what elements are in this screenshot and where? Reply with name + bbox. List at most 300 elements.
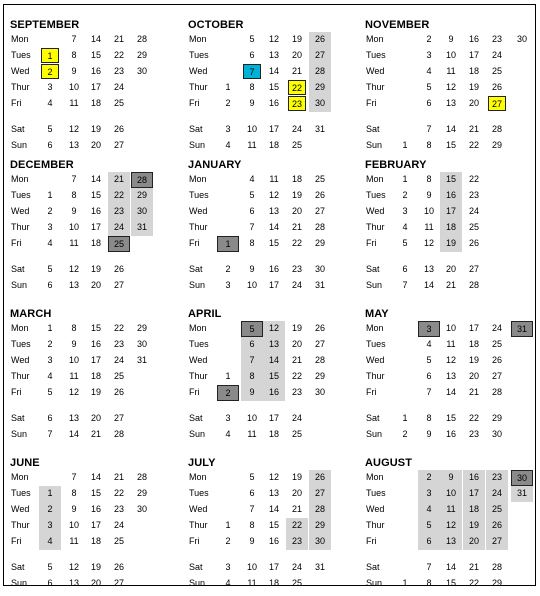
month-title: JULY [188,457,216,469]
month-title: APRIL [188,308,222,320]
date-cell: 22 [468,578,479,588]
day-label: Thur [366,82,385,92]
date-cell: 3 [225,562,231,572]
date-cell: 20 [90,578,101,588]
month-april [183,299,361,447]
date-cell: 24 [291,124,302,134]
day-label: Sat [189,562,203,572]
day-label: Sun [189,280,206,290]
date-cell: 17 [268,124,279,134]
date-cell: 1 [402,413,408,423]
date-cell: 26 [113,264,124,274]
day-label: Thur [11,82,30,92]
date-cell: 16 [90,206,101,216]
date-cell: 10 [68,82,79,92]
date-cell: 9 [241,385,263,401]
date-cell: 25 [491,66,502,76]
date-cell: 8 [426,413,432,423]
date-cell: 17 [468,50,479,60]
date-cell: 20 [445,264,456,274]
date-cell: 4 [225,578,231,588]
date-cell: 7 [249,222,255,232]
date-cell: 27 [314,339,325,349]
date-cell: 10 [246,280,257,290]
date-cell: 2 [225,536,231,546]
date-cell: 29 [309,80,331,96]
date-cell: 22 [113,488,124,498]
date-cell: 21 [468,562,479,572]
date-cell: 28 [491,387,502,397]
date-cell: 16 [90,66,101,76]
date-cell: 19 [291,472,302,482]
day-label: Fri [11,536,22,546]
day-label: Sat [366,264,380,274]
date-cell: 9 [71,339,77,349]
date-cell: 19 [468,82,479,92]
date-cell: 8 [241,369,263,385]
day-label: Tues [189,50,209,60]
date-cell: 8 [426,174,432,184]
date-cell: 27 [468,264,479,274]
highlighted-date: 28 [131,172,153,188]
date-cell: 28 [113,429,124,439]
date-cell: 15 [90,50,101,60]
day-label: Thur [11,520,30,530]
date-cell: 30 [131,204,153,220]
date-cell: 31 [131,220,153,236]
date-cell: 22 [468,140,479,150]
date-cell: 14 [268,66,279,76]
date-cell: 19 [291,323,302,333]
date-cell: 15 [445,140,456,150]
date-cell: 3 [418,486,440,502]
date-cell: 16 [445,429,456,439]
date-cell: 20 [291,50,302,60]
date-cell: 8 [426,578,432,588]
date-cell: 18 [291,174,302,184]
day-label: Mon [189,174,207,184]
date-cell: 23 [113,504,124,514]
date-cell: 30 [314,264,325,274]
highlighted-date: 31 [511,321,533,337]
date-cell: 10 [246,413,257,423]
date-cell: 26 [113,387,124,397]
date-cell: 6 [249,206,255,216]
day-label: Sat [11,413,25,423]
day-label: Thur [189,520,208,530]
date-cell: 26 [468,238,479,248]
date-cell: 23 [486,470,508,486]
date-cell: 17 [268,562,279,572]
date-cell: 4 [225,429,231,439]
date-cell: 19 [291,190,302,200]
date-cell: 25 [486,502,508,518]
date-cell: 25 [491,339,502,349]
date-cell: 18 [268,429,279,439]
date-cell: 9 [426,429,432,439]
day-label: Wed [366,355,385,365]
date-cell: 11 [269,174,279,184]
month-title: MAY [365,308,389,320]
date-cell: 19 [468,355,479,365]
date-cell: 29 [491,140,502,150]
day-label: Sun [189,140,206,150]
date-cell: 3 [225,280,231,290]
day-label: Sun [189,578,206,588]
day-label: Sun [366,429,383,439]
date-cell: 25 [291,140,302,150]
date-cell: 18 [468,339,479,349]
day-label: Mon [189,34,207,44]
day-label: Mon [366,472,384,482]
date-cell: 25 [113,536,124,546]
month-june [5,448,183,596]
date-cell: 10 [440,486,462,502]
day-label: Sat [366,413,380,423]
day-label: Mon [189,323,207,333]
date-cell: 11 [446,339,456,349]
date-cell: 4 [426,339,432,349]
date-cell: 3 [47,355,53,365]
date-cell: 17 [440,204,462,220]
date-cell: 14 [445,562,456,572]
day-label: Mon [11,34,29,44]
date-cell: 4 [418,502,440,518]
date-cell: 8 [249,238,255,248]
date-cell: 24 [113,355,124,365]
date-cell: 6 [47,280,53,290]
date-cell: 10 [68,355,79,365]
date-cell: 26 [309,470,331,486]
date-cell: 12 [268,472,279,482]
month-july [183,448,361,596]
day-label: Sun [189,429,206,439]
date-cell: 29 [314,371,325,381]
highlighted-date: 2 [41,64,59,79]
date-cell: 13 [445,371,456,381]
date-cell: 3 [225,124,231,134]
date-cell: 2 [225,264,231,274]
day-label: Tues [189,190,209,200]
date-cell: 30 [136,66,147,76]
date-cell: 5 [426,355,432,365]
date-cell: 14 [90,472,101,482]
month-title: OCTOBER [188,19,244,31]
month-title: MARCH [10,308,52,320]
date-cell: 20 [468,98,479,108]
date-cell: 25 [291,578,302,588]
day-label: Wed [366,66,385,76]
day-label: Sun [366,140,383,150]
date-cell: 16 [268,264,279,274]
date-cell: 1 [47,323,53,333]
day-label: Thur [189,82,208,92]
date-cell: 31 [314,562,325,572]
date-cell: 27 [113,140,124,150]
date-cell: 12 [263,321,285,337]
day-label: Mon [366,174,384,184]
highlighted-date: 23 [288,96,306,111]
month-december [5,150,183,298]
date-cell: 3 [39,518,61,534]
date-cell: 14 [445,124,456,134]
date-cell: 23 [113,339,124,349]
date-cell: 28 [491,124,502,134]
highlighted-date: 27 [488,96,506,111]
date-cell: 26 [309,32,331,48]
date-cell: 12 [68,264,79,274]
date-cell: 16 [268,98,279,108]
day-label: Sat [366,562,380,572]
date-cell: 9 [249,98,255,108]
date-cell: 15 [268,82,279,92]
date-cell: 1 [225,82,231,92]
date-cell: 2 [39,502,61,518]
date-cell: 22 [468,174,479,184]
date-cell: 20 [468,371,479,381]
highlighted-date: 1 [41,48,59,63]
date-cell: 26 [491,355,502,365]
date-cell: 11 [69,238,79,248]
day-label: Fri [366,98,377,108]
date-cell: 21 [468,124,479,134]
day-label: Tues [11,339,31,349]
date-cell: 21 [108,172,130,188]
day-label: Sat [11,562,25,572]
date-cell: 19 [90,387,101,397]
date-cell: 6 [241,337,263,353]
date-cell: 11 [69,536,79,546]
date-cell: 15 [263,369,285,385]
date-cell: 26 [314,190,325,200]
date-cell: 30 [136,339,147,349]
month-november [360,10,538,158]
date-cell: 18 [90,238,101,248]
date-cell: 4 [39,534,61,550]
date-cell: 16 [468,34,479,44]
date-cell: 4 [426,66,432,76]
date-cell: 29 [136,323,147,333]
date-cell: 31 [314,280,325,290]
date-cell: 26 [113,562,124,572]
date-cell: 10 [246,124,257,134]
date-cell: 13 [440,534,462,550]
date-cell: 28 [491,562,502,572]
date-cell: 11 [446,66,456,76]
day-label: Sat [366,124,380,134]
date-cell: 31 [511,486,533,502]
date-cell: 29 [491,578,502,588]
date-cell: 13 [268,206,279,216]
date-cell: 11 [440,502,462,518]
date-cell: 22 [291,238,302,248]
date-cell: 9 [249,264,255,274]
date-cell: 17 [468,323,479,333]
month-march [5,299,183,447]
date-cell: 28 [136,34,147,44]
date-cell: 12 [68,387,79,397]
day-label: Sun [366,280,383,290]
date-cell: 26 [314,323,325,333]
date-cell: 20 [291,206,302,216]
date-cell: 15 [268,238,279,248]
month-title: AUGUST [365,457,413,469]
date-cell: 14 [423,280,434,290]
date-cell: 29 [309,518,331,534]
date-cell: 19 [90,264,101,274]
date-cell: 25 [291,429,302,439]
month-title: SEPTEMBER [10,19,80,31]
date-cell: 11 [247,429,257,439]
month-january [183,150,361,298]
date-cell: 29 [136,50,147,60]
day-label: Wed [11,66,30,76]
date-cell: 3 [47,82,53,92]
date-cell: 13 [423,264,434,274]
month-october [183,10,361,158]
date-cell: 5 [249,34,255,44]
month-february [360,150,538,298]
date-cell: 20 [90,413,101,423]
date-cell: 5 [249,472,255,482]
date-cell: 7 [426,124,432,134]
day-label: Sat [189,413,203,423]
date-cell: 30 [309,96,331,112]
date-cell: 19 [440,236,462,252]
date-cell: 19 [291,34,302,44]
date-cell: 6 [402,264,408,274]
date-cell: 13 [68,413,79,423]
date-cell: 25 [314,174,325,184]
date-cell: 28 [468,280,479,290]
date-cell: 12 [445,82,456,92]
day-label: Tues [11,488,31,498]
date-cell: 27 [486,534,508,550]
highlighted-date: 5 [241,321,263,337]
date-cell: 21 [291,66,302,76]
date-cell: 10 [246,562,257,572]
date-cell: 13 [268,488,279,498]
day-label: Sat [189,124,203,134]
date-cell: 9 [71,66,77,76]
date-cell: 15 [90,488,101,498]
day-label: Sun [11,280,28,290]
month-title: JUNE [10,457,40,469]
date-cell: 21 [291,355,302,365]
date-cell: 14 [263,353,285,369]
highlighted-date: 3 [418,321,440,337]
date-cell: 6 [47,413,53,423]
date-cell: 18 [268,140,279,150]
date-cell: 23 [468,190,479,200]
day-label: Tues [366,488,386,498]
month-title: DECEMBER [10,159,74,171]
date-cell: 5 [249,190,255,200]
date-cell: 12 [68,562,79,572]
date-cell: 15 [90,323,101,333]
date-cell: 31 [136,355,147,365]
date-cell: 17 [463,486,485,502]
date-cell: 12 [445,355,456,365]
date-cell: 17 [90,82,101,92]
date-cell: 13 [445,98,456,108]
day-label: Fri [189,238,200,248]
date-cell: 7 [71,34,77,44]
date-cell: 16 [268,536,279,546]
date-cell: 6 [426,371,432,381]
day-label: Wed [366,206,385,216]
date-cell: 15 [440,172,462,188]
date-cell: 14 [445,387,456,397]
day-label: Fri [189,536,200,546]
date-cell: 22 [291,371,302,381]
date-cell: 18 [463,502,485,518]
day-label: Fri [366,238,377,248]
date-cell: 24 [108,220,130,236]
date-cell: 18 [90,98,101,108]
date-cell: 11 [247,140,257,150]
day-label: Wed [189,206,208,216]
date-cell: 25 [468,222,479,232]
day-label: Tues [366,339,386,349]
date-cell: 27 [113,578,124,588]
date-cell: 6 [47,140,53,150]
day-label: Sun [11,429,28,439]
date-cell: 23 [286,534,308,550]
date-cell: 20 [90,140,101,150]
date-cell: 17 [268,280,279,290]
date-cell: 9 [440,470,462,486]
day-label: Sun [366,578,383,588]
date-cell: 1 [402,174,408,184]
day-label: Sun [11,140,28,150]
day-label: Wed [366,504,385,514]
date-cell: 7 [241,353,263,369]
date-cell: 24 [113,520,124,530]
date-cell: 2 [47,206,53,216]
date-cell: 8 [249,520,255,530]
day-label: Fri [189,98,200,108]
date-cell: 24 [291,413,302,423]
highlighted-date: 22 [288,80,306,95]
date-cell: 9 [426,190,432,200]
date-cell: 3 [225,413,231,423]
date-cell: 2 [225,98,231,108]
date-cell: 17 [90,222,101,232]
date-cell: 28 [309,502,331,518]
date-cell: 12 [440,518,462,534]
date-cell: 6 [47,578,53,588]
date-cell: 26 [486,518,508,534]
date-cell: 25 [113,371,124,381]
date-cell: 1 [47,190,53,200]
day-label: Mon [189,472,207,482]
month-august [360,448,538,596]
date-cell: 15 [445,578,456,588]
date-cell: 14 [68,429,79,439]
date-cell: 2 [426,34,432,44]
highlighted-date: 1 [217,236,239,252]
date-cell: 11 [247,578,257,588]
date-cell: 19 [90,124,101,134]
date-cell: 17 [90,520,101,530]
date-cell: 7 [249,504,255,514]
date-cell: 7 [402,280,408,290]
date-cell: 22 [113,50,124,60]
date-cell: 20 [90,280,101,290]
date-cell: 2 [402,429,408,439]
date-cell: 12 [268,34,279,44]
